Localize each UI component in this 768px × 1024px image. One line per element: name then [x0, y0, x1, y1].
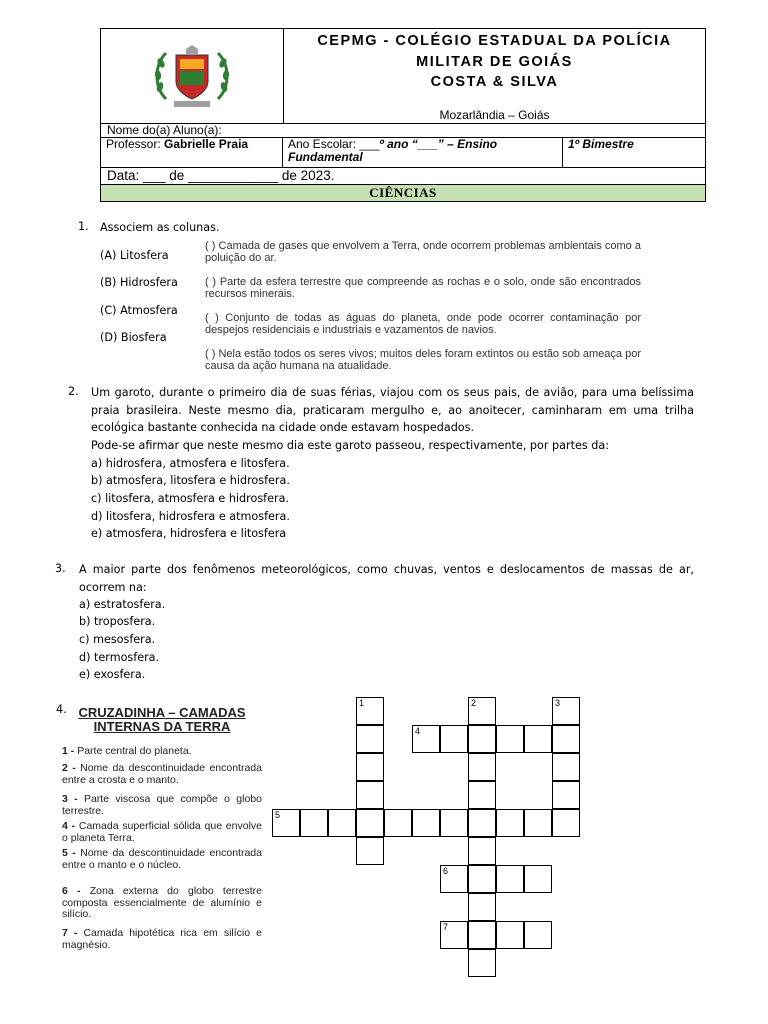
crossword-number: 3 [555, 698, 561, 708]
city-label: Mozarlândia – Goiás [439, 108, 550, 122]
crossword-cell[interactable] [496, 809, 524, 837]
clue-3: 3 - Parte viscosa que compõe o globo terrestre. [62, 793, 262, 817]
crossword-cell[interactable] [496, 921, 524, 949]
crossword-cell[interactable] [496, 725, 524, 753]
q3-text: A maior parte dos fenômenos meteorológicos, como chuvas, ventos e deslocamentos de massas de ar, ocorrem na: [79, 563, 694, 594]
q3-number: 3. [55, 562, 66, 575]
crossword-cell[interactable] [468, 809, 496, 837]
crossword-cell[interactable] [468, 753, 496, 781]
term-label: 1º Bimestre [568, 137, 634, 151]
crossword-title: CRUZADINHA – CAMADAS INTERNAS DA TERRA [78, 705, 246, 734]
crossword-number: 4 [415, 726, 421, 736]
clue-5: 5 - Nome da descontinuidade encontrada entre o manto e o núcleo. [62, 847, 262, 871]
crossword-cell[interactable] [440, 809, 468, 837]
crossword-cell[interactable] [552, 725, 580, 753]
q4-number: 4. [56, 703, 67, 716]
crossword-cell[interactable] [524, 809, 552, 837]
q2-text: Um garoto, durante o primeiro dia de suas férias, viajou com os seus pais, de avião, para uma belíssima praia brasileira. Neste mesmo dia, praticaram mergulho e, ao anoitecer, caminharam em uma trilha ecológica bastante conhecida na cidade onde estavam hospedados. [91, 386, 694, 434]
crossword-cell[interactable] [356, 725, 384, 753]
q2-question: Pode-se afirmar que neste mesmo dia este garoto passeou, respectivamente, por partes da: [91, 439, 609, 452]
crossword-cell[interactable] [440, 865, 468, 893]
date-row[interactable]: Data: ___ de ____________ de 2023. [101, 168, 705, 185]
student-name-row[interactable] [101, 124, 705, 138]
q1-right-2[interactable]: ( ) Parte da esfera terrestre que compreende as rochas e o solo, onde são encontrados recursos minerais. [205, 276, 641, 300]
crossword-cell[interactable] [300, 809, 328, 837]
crossword-number: 2 [471, 698, 477, 708]
crossword-number: 1 [359, 698, 365, 708]
crossword-cell[interactable] [524, 921, 552, 949]
q1-right-4[interactable]: ( ) Nela estão todos os seres vivos; muitos deles foram extintos ou estão sob ameaça por causa da ação humana na atualidade. [205, 348, 641, 372]
crossword-cell[interactable] [468, 697, 496, 725]
crossword-cell[interactable] [356, 697, 384, 725]
q3-option-b[interactable]: b) troposfera. [79, 615, 156, 628]
crossword-cell[interactable] [440, 725, 468, 753]
crossword-cell[interactable] [552, 753, 580, 781]
crossword-cell[interactable] [384, 809, 412, 837]
crossword-cell[interactable] [356, 781, 384, 809]
crossword-cell[interactable] [524, 725, 552, 753]
clue-6: 6 - Zona externa do globo terrestre composta essencialmente de alumínio e silício. [62, 885, 262, 920]
q1-left-a: (A) Litosfera [100, 249, 169, 262]
crossword-cell[interactable] [356, 837, 384, 865]
crossword-cell[interactable] [356, 753, 384, 781]
crossword-cell[interactable] [328, 809, 356, 837]
q2-option-c[interactable]: c) litosfera, atmosfera e hidrosfera. [91, 492, 289, 505]
crossword-number: 6 [443, 866, 449, 876]
crossword-cell[interactable] [496, 865, 524, 893]
crossword-cell[interactable] [468, 837, 496, 865]
crossword-cell[interactable] [468, 949, 496, 977]
grade-label: Ano Escolar: ___ [288, 137, 380, 151]
crossword-cell[interactable] [272, 809, 300, 837]
q1-number: 1. [78, 220, 89, 233]
crossword-cell[interactable] [468, 921, 496, 949]
q1-right-3[interactable]: ( ) Conjunto de todas as águas do planeta, onde pode ocorrer contaminação por despejos residenciais e industriais e vazamentos de navios. [205, 312, 641, 336]
crossword-cell[interactable] [468, 865, 496, 893]
crossword-cell[interactable] [468, 781, 496, 809]
crossword-number: 7 [443, 922, 449, 932]
q2-option-b[interactable]: b) atmosfera, litosfera e hidrosfera. [91, 474, 290, 487]
grade-rest: º ano “___” – Ensino Fundamental [288, 137, 498, 164]
crossword-cell[interactable] [524, 865, 552, 893]
q2-option-a[interactable]: a) hidrosfera, atmosfera e litosfera. [91, 457, 290, 470]
subject-title: CIÊNCIAS [101, 185, 705, 201]
crossword-cell[interactable] [552, 781, 580, 809]
teacher-name: Gabrielle Praia [164, 137, 249, 151]
q3-option-e[interactable]: e) exosfera. [79, 668, 146, 681]
crossword-cell[interactable] [552, 809, 580, 837]
clue-2: 2 - Nome da descontinuidade encontrada entre a crosta e o manto. [62, 762, 262, 786]
school-name-line1: CEPMG - COLÉGIO ESTADUAL DA POLÍCIA [317, 33, 672, 49]
crossword-number: 5 [275, 810, 281, 820]
teacher-row [101, 138, 705, 168]
teacher-label: Professor: [106, 137, 161, 151]
clue-4: 4 - Camada superficial sólida que envolve o planeta Terra. [62, 820, 262, 844]
q3-option-c[interactable]: c) mesosfera. [79, 633, 156, 646]
q3-option-d[interactable]: d) termosfera. [79, 651, 160, 664]
crossword-cell[interactable] [552, 697, 580, 725]
q1-left-c: (C) Atmosfera [100, 304, 178, 317]
school-name-line2: MILITAR DE GOIÁS [416, 53, 573, 70]
crossword-cell[interactable] [468, 893, 496, 921]
crossword-cell[interactable] [440, 921, 468, 949]
clue-1: 1 - Parte central do planeta. [62, 745, 192, 757]
q1-prompt: Associem as colunas. [100, 221, 220, 234]
q3-option-a[interactable]: a) estratosfera. [79, 598, 166, 611]
q2-option-e[interactable]: e) atmosfera, hidrosfera e litosfera [91, 527, 287, 540]
clue-7: 7 - Camada hipotética rica em silício e magnésio. [62, 927, 262, 951]
crossword-cell[interactable] [412, 809, 440, 837]
school-name-line3: COSTA & SILVA [430, 74, 559, 90]
crossword-cell[interactable] [468, 725, 496, 753]
student-label: Nome do(a) Aluno(a): [107, 123, 222, 137]
q2-number: 2. [68, 385, 79, 398]
header-table [100, 28, 706, 202]
crossword-cell[interactable] [412, 725, 440, 753]
q1-left-d: (D) Biosfera [100, 331, 167, 344]
q1-left-b: (B) Hidrosfera [100, 276, 178, 289]
school-logo [101, 29, 284, 123]
crossword-cell[interactable] [356, 809, 384, 837]
q1-right-1[interactable]: ( ) Camada de gases que envolvem a Terra, onde ocorrem problemas ambientais como a poluição do ar. [205, 240, 641, 264]
q2-option-d[interactable]: d) litosfera, hidrosfera e atmosfera. [91, 510, 290, 523]
